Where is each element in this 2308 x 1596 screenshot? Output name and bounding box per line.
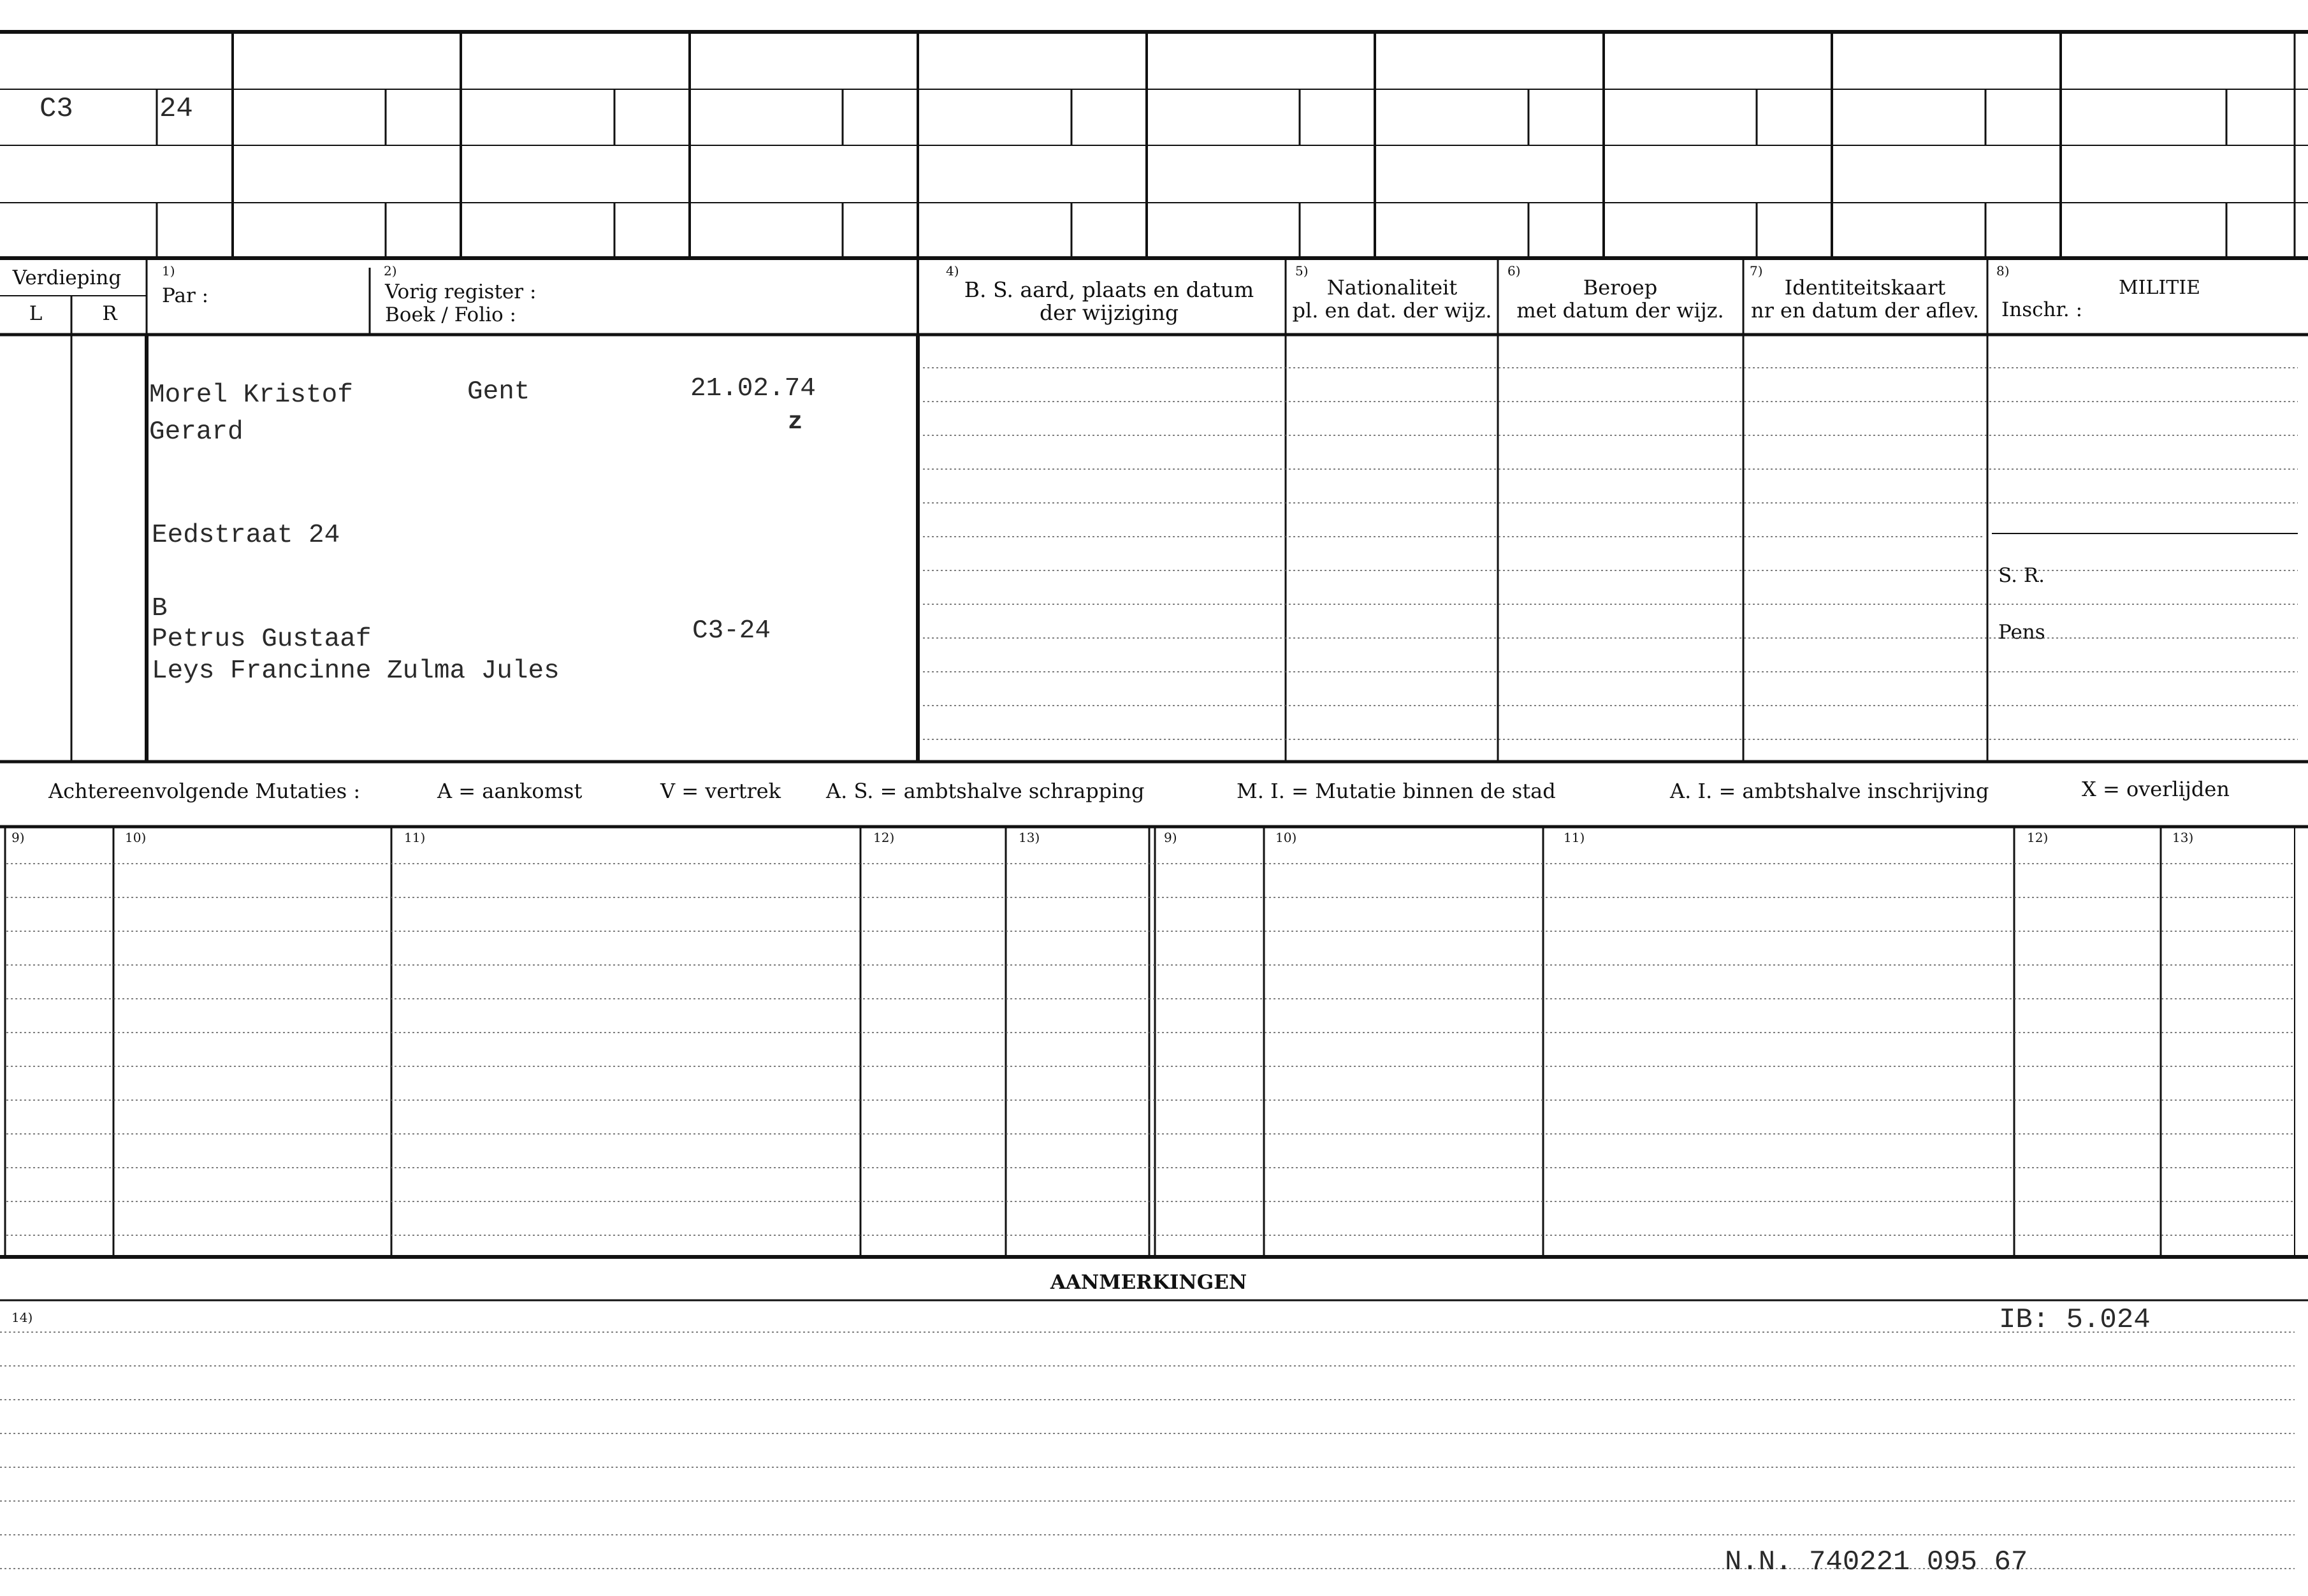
mutations-grid-lines [0, 827, 2308, 1257]
mutations-title: Achtereenvolgende Mutaties : [48, 779, 361, 803]
header-col7-number: 7) [1750, 263, 1763, 279]
header-left: L [29, 302, 43, 325]
header-vorig-register: Vorig register : [385, 280, 537, 303]
person-father: Petrus Gustaaf [152, 625, 372, 654]
mutation-vertrek: V = vertrek [660, 779, 781, 803]
header-col4-number: 4) [946, 263, 959, 279]
person-address: Eedstraat 24 [152, 521, 340, 550]
header-identiteitskaart: Identiteitskaart [1784, 275, 1946, 300]
mutation-col11-right: 11) [1564, 830, 1585, 845]
remarks-dotted-lines [0, 1332, 2295, 1569]
header-col5-number: 5) [1295, 263, 1309, 279]
mutation-col12-right: 12) [2027, 830, 2049, 845]
main-body-dotted-lines [923, 368, 2298, 739]
mutation-ambtshalve-inschrijving: A. I. = ambtshalve inschrijving [1670, 779, 1989, 803]
header-par: Par : [162, 284, 209, 307]
person-name-line1: Morel Kristof [149, 381, 353, 410]
header-bs-aard: B. S. aard, plaats en datum [964, 277, 1254, 302]
remarks-ib: IB: 5.024 [1999, 1304, 2151, 1336]
header-nationaliteit-sub: pl. en dat. der wijz. [1292, 298, 1492, 323]
top-cell-number: 24 [159, 93, 193, 125]
remarks-title: AANMERKINGEN [1050, 1271, 1247, 1294]
mutation-ambtshalve-schrapping: A. S. = ambtshalve schrapping [826, 779, 1145, 803]
header-identiteitskaart-sub: nr en datum der aflev. [1750, 298, 1980, 323]
person-sex: z [788, 408, 803, 436]
remarks-nn: N.N. 740221 095 67 [1725, 1546, 2028, 1578]
mutation-col13-right: 13) [2172, 830, 2194, 845]
mutation-col13-left: 13) [1019, 830, 1040, 845]
header-boek-folio: Boek / Folio : [385, 303, 516, 326]
mutation-col11-left: 11) [404, 830, 426, 845]
mutation-aankomst: A = aankomst [437, 779, 583, 803]
top-cell-code: C3 [40, 93, 73, 125]
person-birth-date: 21.02.74 [690, 374, 816, 403]
mutation-col10-right: 10) [1275, 830, 1297, 845]
header-militie-inschr: Inschr. : [2001, 298, 2083, 321]
header-nationaliteit: Nationaliteit [1326, 275, 1458, 300]
header-verdieping: Verdieping [12, 266, 122, 289]
person-mother: Leys Francinne Zulma Jules [152, 657, 560, 686]
header-right: R [102, 302, 117, 325]
mutation-col9-right: 9) [1164, 830, 1177, 845]
header-beroep: Beroep [1583, 275, 1658, 300]
person-name-line2: Gerard [149, 417, 243, 447]
mutation-binnen-stad: M. I. = Mutatie binnen de stad [1237, 779, 1556, 803]
header-col8-number: 8) [1996, 263, 2010, 279]
header-col1-number: 1) [162, 263, 175, 279]
person-birth-place: Gent [467, 377, 530, 407]
mutation-col10-left: 10) [125, 830, 147, 845]
militie-pens-label: Pens [1998, 621, 2045, 644]
militie-sr-label: S. R. [1998, 564, 2045, 587]
header-beroep-sub: met datum der wijz. [1516, 298, 1724, 323]
remarks-number: 14) [11, 1310, 33, 1325]
mutations-dotted-lines [6, 864, 2295, 1235]
mutation-overlijden: X = overlijden [2082, 777, 2230, 801]
person-status-letter: B [152, 594, 168, 623]
mutation-col9-left: 9) [11, 830, 25, 845]
mutation-col12-left: 12) [873, 830, 895, 845]
top-grid [0, 32, 2308, 258]
person-code: C3-24 [692, 616, 771, 646]
header-col6-number: 6) [1507, 263, 1521, 279]
header-col2-number: 2) [384, 263, 397, 279]
header-militie: MILITIE [2118, 277, 2201, 299]
header-bs-wijziging: der wijziging [1040, 300, 1179, 325]
